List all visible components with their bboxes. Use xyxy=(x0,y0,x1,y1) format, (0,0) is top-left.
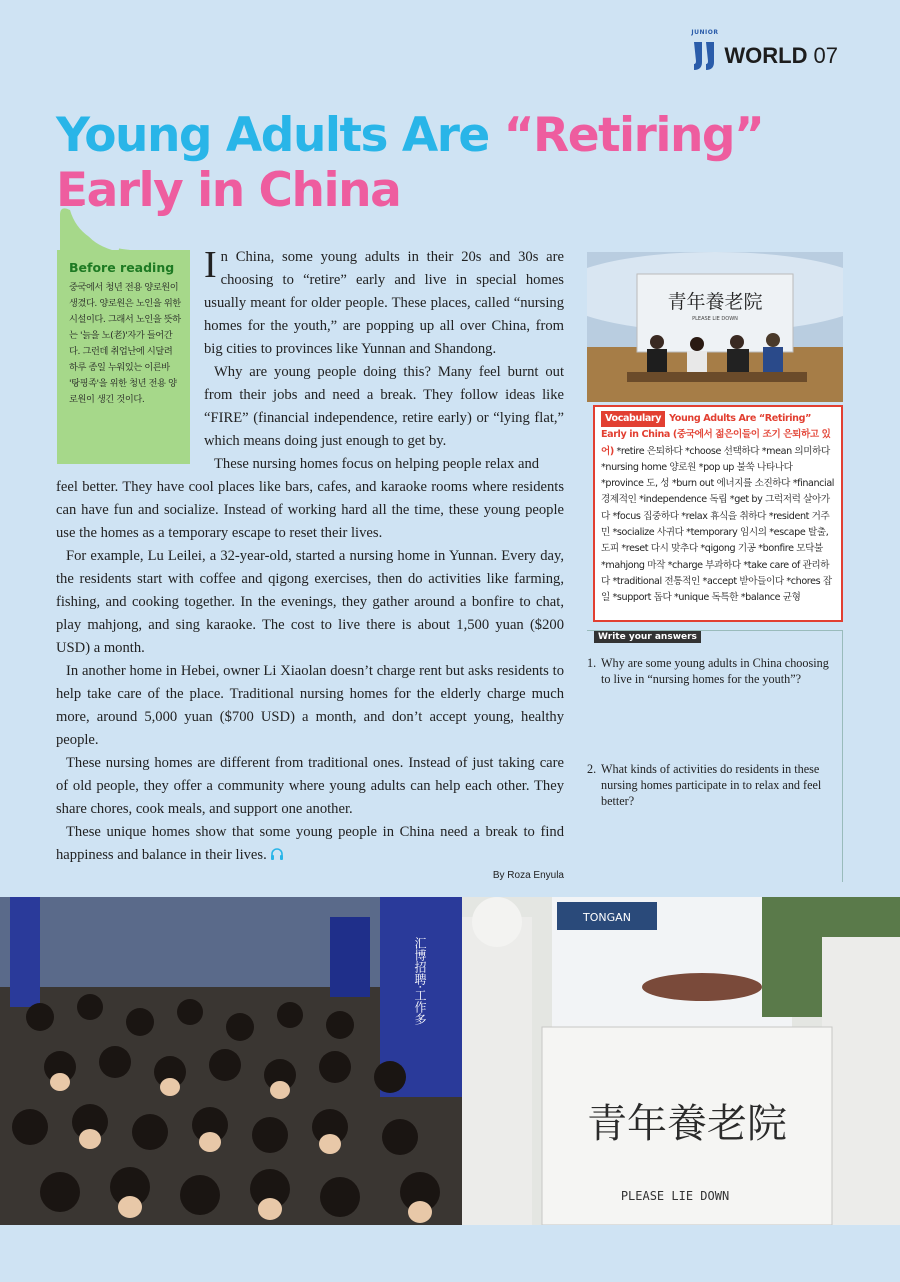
article-paragraph-3a: These nursing homes focus on helping people relax and xyxy=(214,456,540,472)
page-header xyxy=(691,29,838,74)
question-1-number: 1. xyxy=(587,656,597,670)
sign-chinese-text: 青年養老院 xyxy=(587,1101,787,1147)
article-title xyxy=(56,108,763,218)
before-reading-box xyxy=(57,250,190,464)
page-number: 07 xyxy=(813,43,838,68)
answers-box xyxy=(587,630,843,882)
answers-tag: Write your answers xyxy=(594,631,701,643)
drop-cap: I xyxy=(204,244,217,286)
before-reading-text: 중국에서 청년 전용 양로원이 생겼다. 양로원은 노인을 위한 시설이다. 그래서 노인을 뜻하는 '늙을 노(老)'자가 들어간다. 그런데 취업난에 시달려 하루 종일 누워있는 이른바 '탕핑족'을 위한 청년 전용 양로원이 생긴 것이다. xyxy=(69,282,181,405)
brand-label: JUNIOR xyxy=(691,29,719,36)
article-paragraph-4: For example, Lu Leilei, a 32-year-old, started a nursing home in Yunnan. Every day, the residents start with coffee and qigong exercises, then do activities like farming, fishing, and cooking together. In the evenings, they gather around a bonfire to chat, play mahjong, and sing karaoke. The cost to live there is about 1,500 yuan ($200 USD) a month. xyxy=(56,548,564,656)
article-column-full xyxy=(56,476,564,867)
question-2-text: What kinds of activities do residents in these nursing homes participate in to relax and feel better? xyxy=(601,762,822,808)
article-column-top xyxy=(204,246,564,476)
paragraph-1-text: n China, some young adults in their 20s and 30s are choosing to “retire” early and live in special homes usually meant for older people. These places, called “nursing homes for the youth,” are popping up all over China, from big cities to provinces like Yunnan and Shandong. xyxy=(204,249,564,357)
article-paragraph-3b: feel better. They have cool places like bars, cafes, and karaoke rooms where residents can have fun and socialize. Instead of working hard all the time, these young people use the homes as a temporary escape to reset their lives. xyxy=(56,479,564,541)
vocabulary-box xyxy=(593,405,843,622)
question-2-number: 2. xyxy=(587,762,597,776)
photo-sign-text: 青年養老院 xyxy=(667,291,763,313)
title-part-1: Young Adults Are xyxy=(56,108,504,163)
junior-logo-icon xyxy=(691,29,719,74)
sign-english-text: PLEASE LIE DOWN xyxy=(620,1189,730,1203)
nursing-home-sign-photo xyxy=(462,897,900,1225)
before-reading-heading: Before reading xyxy=(69,260,175,275)
article-paragraph-6: These nursing homes are different from traditional ones. Instead of just taking care of old people, they offer a community where young adults can help each other. They share chores, cook meals, and support one another. xyxy=(56,755,564,817)
article-paragraph-2: Why are young people doing this? Many feel burnt out from their jobs and need a break. They follow ideas like “FIRE” (financial independence, retire early) or “lying flat,” which means doing just enough to get by. xyxy=(204,364,564,449)
question-2 xyxy=(587,761,837,809)
nursing-home-photo xyxy=(587,252,843,402)
paragraph-7-text: These unique homes show that some young people in China need a break to find happiness and balance in their lives. xyxy=(56,824,564,863)
vocabulary-terms: *retire 은퇴하다 *choose 선택하다 *mean 의미하다 *nursing home 양로원 *pop up 불쑥 나타나다 *province 도, 성 *burn out 에너지를 소진하다 *financial 경제적인 *independence 독립 *get by 그럭저럭 살아가다 *focus 집중하다 *relax 휴식을 취하다 *resident 거주민 *socialize 사귀다 *temporary 임시의 *escape 탈출, 도피 *reset 다시 맞추다 *qigong 기공 *bonfire 모닥불 *mahjong 마작 *charge 부과하다 *take care of 관리하다 *traditional 전통적인 *accept 받아들이다 *chores 잡일 *support 돕다 *unique 독특한 *balance 균형 xyxy=(601,445,835,604)
byline: By Roza Enyula xyxy=(492,870,564,881)
title-part-2: “Retiring” xyxy=(503,108,764,163)
photo-sign-sub: PLEASE LIE DOWN xyxy=(692,316,738,322)
bottom-photos xyxy=(0,897,900,1225)
question-1 xyxy=(587,655,837,687)
building-sign-text: TONGAN xyxy=(583,911,631,924)
article-paragraph-5: In another home in Hebei, owner Li Xiaolan doesn’t charge rent but asks residents to help take care of the place. Traditional nursing homes for the elderly charge much more, around 5,000 yuan ($700 USD) a month, and don’t accept young, healthy people. xyxy=(56,663,564,748)
article-paragraph-1 xyxy=(204,246,564,361)
headphones-icon[interactable] xyxy=(270,848,284,860)
job-fair-crowd-photo xyxy=(0,897,462,1225)
section-title: WORLD xyxy=(724,43,808,68)
question-1-text: Why are some young adults in China choosing to live in “nursing homes for the youth”? xyxy=(601,656,829,686)
title-part-3: Early in China xyxy=(56,163,401,218)
vocabulary-tag: Vocabulary xyxy=(601,411,665,427)
banner-text: 汇博招聘·工作多 xyxy=(413,937,427,1025)
article-paragraph-7 xyxy=(56,821,564,867)
vocabulary-heading: Young Adults Are “Retiring” Early in China (중국에서 젊은이들이 조기 은퇴하고 있어) xyxy=(601,413,831,457)
